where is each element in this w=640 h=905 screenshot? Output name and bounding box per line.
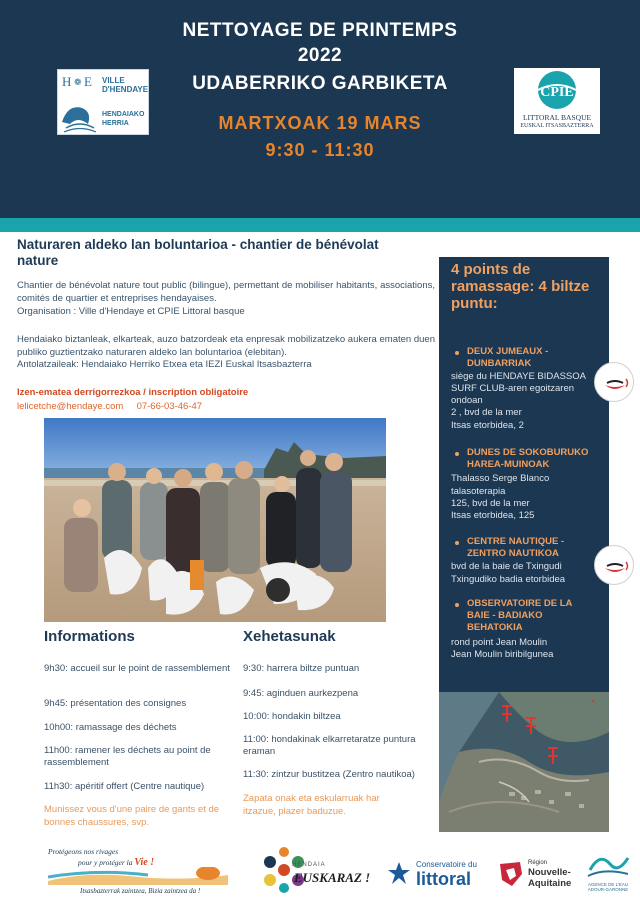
cpie-logo-text-2: EUSKAL ITSASBAZTERRA bbox=[520, 123, 594, 129]
speech-bubble-icon bbox=[594, 545, 634, 585]
agence-eau-text: AGENCE DE L'EAU ADOUR-GARONNE bbox=[587, 882, 629, 892]
region-lion-icon bbox=[498, 860, 524, 888]
contact-phone[interactable]: 07-66-03-46-47 bbox=[136, 401, 203, 412]
point-3-line-1: bvd de la baie de Txingudi bbox=[451, 561, 562, 572]
point-1-line-4: 2 , bvd de la mer bbox=[451, 407, 522, 418]
point-1-line-1: siège du HENDAYE BIDASSOA bbox=[451, 371, 586, 382]
xeh-item-5: 11:30: zintzur bustitzea (Zentro nautikoa) bbox=[243, 769, 415, 780]
contact-line bbox=[17, 401, 202, 412]
event-date: MARTXOAK 19 MARS bbox=[218, 113, 422, 133]
point-3-title: CENTRE NAUTIQUE - ZENTRO NAUTIKOA bbox=[467, 536, 565, 559]
intro-paragraph-fr: Chantier de bénévolat nature tout public (bilingue), permettant de mobiliser habitants, associations, comités de quartier et entreprises hendayaises. bbox=[17, 280, 435, 304]
volunteers-photo bbox=[44, 418, 386, 622]
pickup-points-title: 4 points de ramassage: 4 biltze puntu: bbox=[451, 261, 590, 312]
nouvelle-aquitaine-logo bbox=[498, 858, 578, 892]
point-2-line-4: Itsas etorbidea, 125 bbox=[451, 510, 535, 521]
cpie-littoral-logo bbox=[514, 68, 600, 134]
map-pins bbox=[490, 700, 610, 780]
point-2-line-2: talasoterapia bbox=[451, 486, 506, 497]
beach-volunteers-image bbox=[44, 418, 386, 622]
bullet-icon bbox=[455, 351, 459, 355]
event-title-fr: NETTOYAGE DE PRINTEMPS bbox=[182, 20, 458, 41]
svg-text:CPIE: CPIE bbox=[540, 85, 574, 100]
xeh-note: Zapata onak eta eskularruak har itzazue, plazer baduzue. bbox=[243, 793, 380, 817]
xeh-item-4: 11:00: hondakinak elkarretaratze puntura eraman bbox=[243, 734, 416, 757]
point-1-line-3: ondoan bbox=[451, 395, 483, 406]
hendaye-logo bbox=[57, 69, 149, 135]
xehetasunak-title: Xehetasunak bbox=[243, 628, 336, 645]
intro-organisation-fr: Organisation : Ville d'Hendaye et CPIE Littoral basque bbox=[17, 306, 245, 317]
bullet-icon bbox=[455, 541, 459, 545]
point-1-title: DEUX JUMEAUX - DUNBARRIAK bbox=[467, 346, 549, 369]
info-item-3: 10h00: ramassage des déchets bbox=[44, 722, 177, 733]
protect-vie: Vie ! bbox=[134, 857, 155, 868]
protect-text-basque: Itsasbazterrak zaintzea, Bizia zaintzea da ! bbox=[80, 887, 201, 895]
xeh-item-2: 9:45: aginduen aurkezpena bbox=[243, 688, 359, 699]
intro-title: Naturaren aldeko lan boluntarioa - chantier de bénévolat nature bbox=[17, 237, 379, 268]
info-note: Munissez vous d'une paire de gants et de bonnes chaussures, svp. bbox=[44, 804, 220, 828]
info-item-2: 9h45: présentation des consignes bbox=[44, 698, 187, 709]
map-pin-icon bbox=[502, 706, 512, 722]
point-2-line-1: Thalasso Serge Blanco bbox=[451, 473, 550, 484]
agence-eau-logo bbox=[584, 848, 632, 896]
svg-text:❁: ❁ bbox=[74, 77, 82, 87]
conservatoire-flower-icon bbox=[386, 860, 412, 886]
point-4-line-2: Jean Moulin biribilgunea bbox=[451, 649, 554, 660]
map-pin-icon bbox=[588, 700, 598, 702]
speech-bubble-icon bbox=[594, 362, 634, 402]
protect-shores-logo bbox=[48, 845, 228, 897]
point-4-line-1: rond point Jean Moulin bbox=[451, 637, 548, 648]
hendaye-logo-text-3: HENDAIAKO bbox=[102, 111, 145, 118]
cpie-emblem-icon bbox=[514, 68, 600, 114]
teal-divider bbox=[0, 218, 640, 232]
contact-email[interactable]: leliсetche@hendaye.com bbox=[17, 401, 124, 412]
hendaye-logo-text-2: D'HENDAYE bbox=[102, 85, 149, 94]
region-text-2: Nouvelle- bbox=[528, 867, 571, 878]
point-1-line-5: Itsas etorbidea, 2 bbox=[451, 420, 524, 431]
protect-text-1: Protégeons nos rivages bbox=[48, 847, 119, 856]
info-item-4: 11h00: ramener les déchets au point de rassemblement bbox=[44, 745, 211, 768]
point-2-line-3: 125, bvd de la mer bbox=[451, 498, 530, 509]
event-title-eu: UDABERRIKO GARBIKETA bbox=[192, 73, 448, 94]
inscription-required: Izen-ematea derrigorrezkoa / inscription obligatoire bbox=[17, 387, 249, 398]
event-year: 2022 bbox=[297, 45, 343, 66]
point-1-line-2: SURF CLUB-aren egoitzaren bbox=[451, 383, 575, 394]
point-3-line-2: Txingudiko badia etorbidea bbox=[451, 574, 566, 585]
region-text-1: Région bbox=[528, 860, 548, 866]
event-time: 9:30 - 11:30 bbox=[265, 140, 375, 160]
bullet-icon bbox=[455, 603, 459, 607]
conservatoire-logo bbox=[386, 856, 491, 892]
map-pin-icon bbox=[526, 718, 536, 734]
intro-organisation-eu: Antolatzaileak: Hendaiako Herriko Etxea eta IEZI Euskal Itsasbazterra bbox=[17, 359, 312, 370]
info-item-5: 11h30: apéritif offert (Centre nautique) bbox=[44, 781, 205, 792]
svg-text:H: H bbox=[62, 74, 72, 89]
map-pin-icon bbox=[548, 748, 558, 764]
cpie-logo-text-1: LITTORAL BASQUE bbox=[522, 113, 592, 122]
svg-text:E: E bbox=[84, 74, 92, 89]
euskaraz-text: EUSKARAZ ! bbox=[294, 870, 371, 885]
conservatoire-text-2: littoral bbox=[416, 869, 472, 889]
beach-crab-icon bbox=[48, 867, 228, 885]
hendaye-logo-text-4: HERRIA bbox=[102, 120, 129, 127]
euskaraz-small: HENDAIA bbox=[292, 862, 326, 868]
intro-paragraph-eu: Hendaiako biztanleak, elkarteak, auzo batzordeak eta enpresak mobilizatzeko aukera ematen duen publiko guztientzako naturaren aldeko lan boluntarioa (elebitan). bbox=[17, 334, 435, 358]
hendaye-logo-text-1: VILLE bbox=[102, 76, 125, 85]
info-item-1: 9h30: accueil sur le point de rassemblement bbox=[44, 663, 230, 674]
informations-title: Informations bbox=[44, 628, 135, 645]
euskaraz-logo bbox=[254, 842, 374, 900]
xeh-item-1: 9:30: harrera biltze puntuan bbox=[243, 663, 360, 674]
xeh-item-3: 10:00: hondakin biltzea bbox=[243, 711, 341, 722]
point-2-title: DUNES DE SOKOBURUKO HAREA-MUINOAK bbox=[467, 447, 589, 470]
agence-eau-wave-icon bbox=[584, 848, 632, 882]
point-4-title: OBSERVATOIRE DE LA BAIE - BADIAKO BEHATOKIA bbox=[467, 598, 573, 633]
conservatoire-text-1: Conservatoire du bbox=[416, 860, 477, 869]
region-text-3: Aquitaine bbox=[528, 878, 572, 889]
protect-text-2: pour y protéger la bbox=[78, 858, 133, 867]
bullet-icon bbox=[455, 452, 459, 456]
